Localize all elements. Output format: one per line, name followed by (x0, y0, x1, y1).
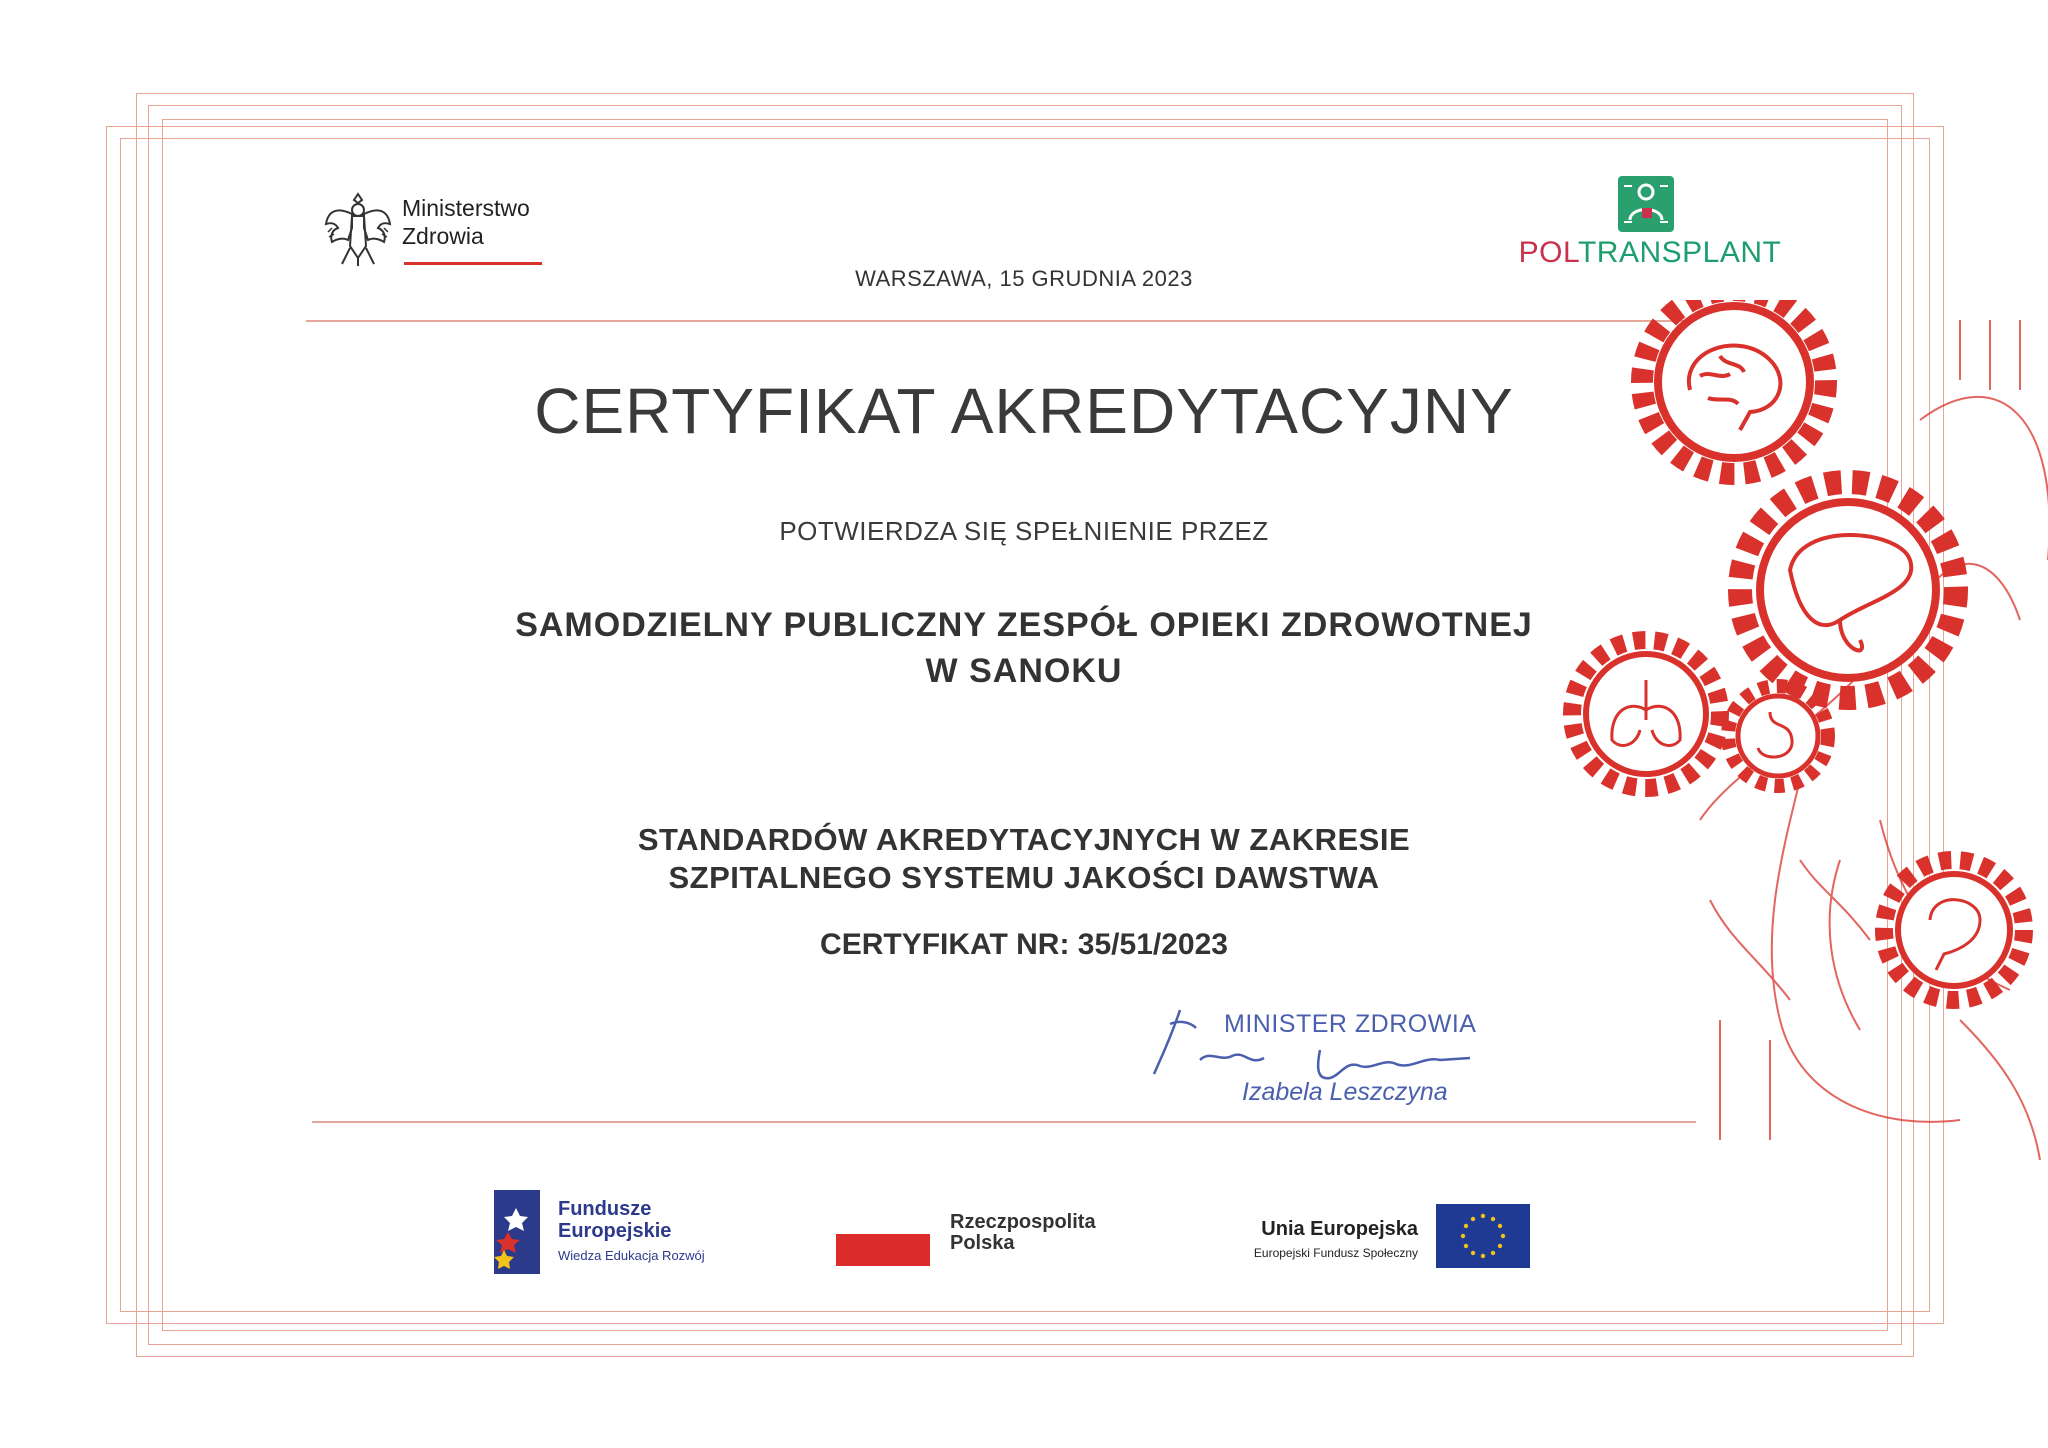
ministry-underline (404, 262, 542, 265)
rzeczpospolita-logo (836, 1212, 1136, 1272)
brain-gear-icon (1642, 300, 1826, 474)
fundusze-europejskie-logo (494, 1190, 754, 1274)
fe-title (558, 1198, 671, 1242)
bottom-divider (312, 1121, 1696, 1123)
rp-title-line2: Polska (950, 1232, 1015, 1254)
organization-name-line2: W SANOKU (925, 652, 1123, 690)
fe-subtitle: Wiedza Edukacja Rozwój (558, 1248, 705, 1263)
organization-name-line1: SAMODZIELNY PUBLICZNY ZESPÓŁ OPIEKI ZDROWOTNEJ (515, 606, 1533, 644)
poltransplant-logo-icon (1618, 176, 1674, 232)
ministry-logo (322, 188, 552, 278)
confirmation-text: POTWIERDZA SIĘ SPEŁNIENIE PRZEZ (779, 516, 1269, 546)
polish-flag-icon (836, 1234, 930, 1266)
organ-gears-graphic (1540, 300, 2048, 1160)
fe-title-line2: Europejskie (558, 1220, 672, 1242)
rp-title-line1: Rzeczpospolita (950, 1211, 1096, 1233)
standards-line2: SZPITALNEGO SYSTEMU JAKOŚCI DAWSTWA (668, 860, 1380, 895)
poltransplant-wordmark (1500, 236, 1800, 270)
ministry-name-line2: Zdrowia (402, 223, 484, 249)
poltransplant-logo (1500, 172, 1800, 282)
ministry-name (402, 194, 530, 250)
signatory-position: MINISTER ZDROWIA (1224, 1010, 1477, 1038)
stomach-gear-icon (1728, 686, 1828, 786)
eu-flag-icon (1436, 1204, 1530, 1268)
fe-flag-icon (494, 1190, 540, 1274)
kidney-gear-icon (1884, 860, 2024, 1000)
liver-gear-icon (1740, 482, 1956, 698)
eagle-emblem-icon (322, 188, 394, 268)
lungs-gear-icon (1572, 640, 1720, 788)
ue-title: Unia Europejska (1261, 1218, 1418, 1240)
poltransplant-wordmark-part1: POL (1518, 236, 1578, 269)
certificate-title: CERTYFIKAT AKREDYTACYJNY (534, 375, 1514, 447)
rp-title (950, 1212, 1096, 1254)
standards-line1: STANDARDÓW AKREDYTACYJNYCH W ZAKRESIE (637, 822, 1411, 857)
poltransplant-wordmark-part2: TRANSPLANT (1577, 236, 1782, 269)
top-divider (306, 320, 1706, 322)
unia-europejska-logo (1210, 1204, 1530, 1270)
ministry-name-line1: Ministerstwo (402, 195, 530, 221)
fe-title-line1: Fundusze (558, 1198, 652, 1220)
signatory-name: Izabela Leszczyna (1242, 1078, 1448, 1106)
certificate-number: CERTYFIKAT NR: 35/51/2023 (820, 928, 1228, 961)
place-and-date: WARSZAWA, 15 GRUDNIA 2023 (855, 266, 1193, 291)
ue-subtitle: Europejski Fundusz Społeczny (1253, 1246, 1418, 1260)
